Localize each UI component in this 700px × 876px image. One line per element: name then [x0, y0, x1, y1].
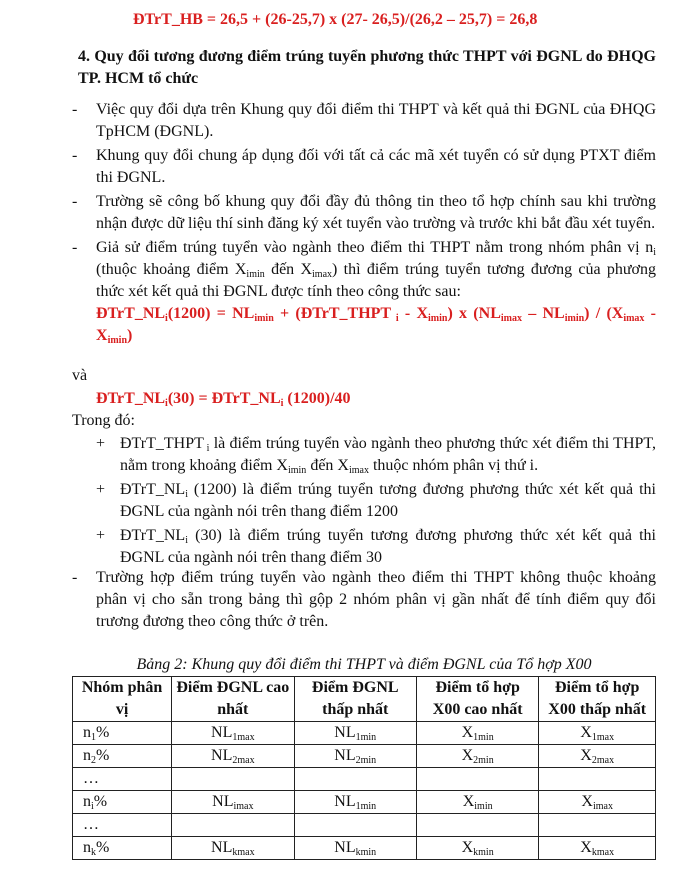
formula-nl-30: $ĐTrT\_NL_i(30)$ = $ĐTrT\_NL_i$ (1200)/40: [96, 390, 351, 409]
table-row-ellipsis: [73, 768, 656, 791]
cell-nl-max: $NL_{kmax}$: [172, 837, 294, 860]
cell-nl-min: $NL_{1min}$: [294, 722, 416, 745]
bullet-item: - Khung quy đổi chung áp dụng đối với tất cả các mã xét tuyển có sử dụng PTXT điểm thi ĐGNL.: [72, 147, 656, 186]
cell-empty: [416, 768, 538, 791]
table-row: [73, 745, 656, 768]
table-row: [73, 837, 656, 860]
definition-item: + ĐTrT_THPT $_i$ là điểm trúng tuyển vào ngành theo phương thức xét điểm thi THPT, nằm trong khoảng điểm $X_{imin}$ đến $X_{imax}$ thuộc nhóm phân vị thứ i.: [96, 435, 656, 476]
conversion-table: [72, 676, 656, 860]
cell-x-high: $X_{2min}$: [416, 745, 538, 768]
cell-empty: [416, 814, 538, 837]
cell-group: $n_i\%$: [73, 791, 172, 814]
definition-list: [96, 433, 656, 571]
cell-empty: [539, 768, 656, 791]
cell-empty: [172, 768, 294, 791]
bullet-list-final: [72, 567, 656, 635]
bullet-item-assumption: - Giả sử điểm trúng tuyển vào ngành theo điểm thi THPT nằm trong nhóm phân vị $n_i$ (thuộc khoảng điểm $X_{imin}$ đến $X_{imax}$) thì điểm trúng tuyển tương đương của phương thức xét kết quả thi ĐGNL được tính theo công thức sau: $ĐTrT\_NL_i(1200) = NL_{imin}$ + (ĐTrT_THPT $_i - X_{imin}$) x $(NL_{imax} - NL_{imin}) / (X_{imax} - X_{imin})$: [72, 239, 657, 346]
cell-nl-max: $NL_{imax}$: [172, 791, 294, 814]
table-header-row: [73, 677, 656, 722]
definition-item: + $ĐTrT\_NL_i$ (1200) là điểm trúng tuyển tương đương phương thức xét kết quả thi ĐGNL của ngành nói trên thang điểm 1200: [96, 481, 656, 520]
cell-nl-min: $NL_{kmin}$: [294, 837, 416, 860]
cell-nl-max: $NL_{1max}$: [172, 722, 294, 745]
cell-nl-min: $NL_{2min}$: [294, 745, 416, 768]
cell-empty: [539, 814, 656, 837]
table-caption: Bảng 2: Khung quy đổi điểm thi THPT và điểm ĐGNL của Tổ hợp X00: [136, 656, 592, 673]
bullet-text: Trường sẽ công bố khung quy đổi đầy đủ thông tin theo tổ hợp chính sau khi trường nhận được dữ liệu thí sinh đăng ký xét tuyển vào trường và trước khi bắt đầu xét tuyển.: [96, 193, 656, 232]
table-row: [73, 791, 656, 814]
section-heading: 4. Quy đổi tương đương điểm trúng tuyển phương thức THPT với ĐGNL do ĐHQG TP. HCM tổ chức: [78, 48, 656, 87]
cell-x-high: $X_{1min}$: [416, 722, 538, 745]
bullet-text: Việc quy đổi dựa trên Khung quy đổi điểm thi THPT và kết quả thi ĐGNL của ĐHQG TpHCM (ĐGNL).: [96, 101, 656, 140]
table-row: [73, 722, 656, 745]
bullet-text: Khung quy đổi chung áp dụng đối với tất cả các mã xét tuyển có sử dụng PTXT điểm thi ĐGNL.: [96, 147, 656, 186]
header-group: Nhóm phân vị: [73, 677, 172, 722]
and-text: và: [72, 367, 88, 384]
cell-x-high: $X_{kmin}$: [416, 837, 538, 860]
where-text: Trong đó:: [72, 412, 135, 429]
cell-group: $n_2\%$: [73, 745, 172, 768]
bullet-item: - Trường hợp điểm trúng tuyển vào ngành theo điểm thi THPT không thuộc khoảng phân vị cho sẵn trong bảng thì gộp 2 nhóm phân vị gần nhất để tính điểm quy đổi trương đương theo công thức ở trên.: [72, 569, 656, 630]
header-x-max: Điểm tổ hợp X00 cao nhất: [416, 677, 538, 722]
cell-x-high: $X_{imin}$: [416, 791, 538, 814]
cell-group: $n_1\%$: [73, 722, 172, 745]
header-nl-min: Điểm ĐGNL thấp nhất: [294, 677, 416, 722]
bullet-item: - Trường sẽ công bố khung quy đổi đầy đủ thông tin theo tổ hợp chính sau khi trường nhận được dữ liệu thí sinh đăng ký xét tuyển vào trường và trước khi bắt đầu xét tuyển.: [72, 193, 656, 232]
header-nl-max: Điểm ĐGNL cao nhất: [172, 677, 294, 722]
cell-nl-min: $NL_{1min}$: [294, 791, 416, 814]
top-formula: ĐTrT_HB = 26,5 + (26-25,7) x (27- 26,5)/(26,2 – 25,7) = 26,8: [133, 11, 538, 28]
cell-empty: [294, 814, 416, 837]
cell-nl-max: $NL_{2max}$: [172, 745, 294, 768]
cell-empty: [294, 768, 416, 791]
cell-x-low: $X_{2max}$: [539, 745, 656, 768]
cell-group: …: [73, 814, 172, 837]
definition-item: + $ĐTrT\_NL_i$ (30) là điểm trúng tuyển tương đương phương thức xét kết quả thi ĐGNL của ngành nói trên thang điểm 30: [96, 527, 656, 566]
cell-x-low: $X_{1max}$: [539, 722, 656, 745]
table-row-ellipsis: [73, 814, 656, 837]
formula-nl-1200: $ĐTrT\_NL_i(1200) = NL_{imin}$ + (ĐTrT_THPT $_i - X_{imin}$) x $(NL_{imax} - NL_{imin}) / (X_{imax} - X_{imin})$: [96, 305, 657, 346]
bullet-item: - Việc quy đổi dựa trên Khung quy đổi điểm thi THPT và kết quả thi ĐGNL của ĐHQG TpHCM (ĐGNL).: [72, 101, 656, 140]
cell-group: …: [73, 768, 172, 791]
bullet-text: Trường hợp điểm trúng tuyển vào ngành theo điểm thi THPT không thuộc khoảng phân vị cho sẵn trong bảng thì gộp 2 nhóm phân vị gần nhất để tính điểm quy đổi trương đương theo công thức ở trên.: [96, 569, 656, 630]
bullet-list: [72, 99, 656, 349]
header-x-min: Điểm tổ hợp X00 thấp nhất: [539, 677, 656, 722]
cell-x-low: $X_{kmax}$: [539, 837, 656, 860]
cell-group: $n_k\%$: [73, 837, 172, 860]
cell-empty: [172, 814, 294, 837]
cell-x-low: $X_{imax}$: [539, 791, 656, 814]
